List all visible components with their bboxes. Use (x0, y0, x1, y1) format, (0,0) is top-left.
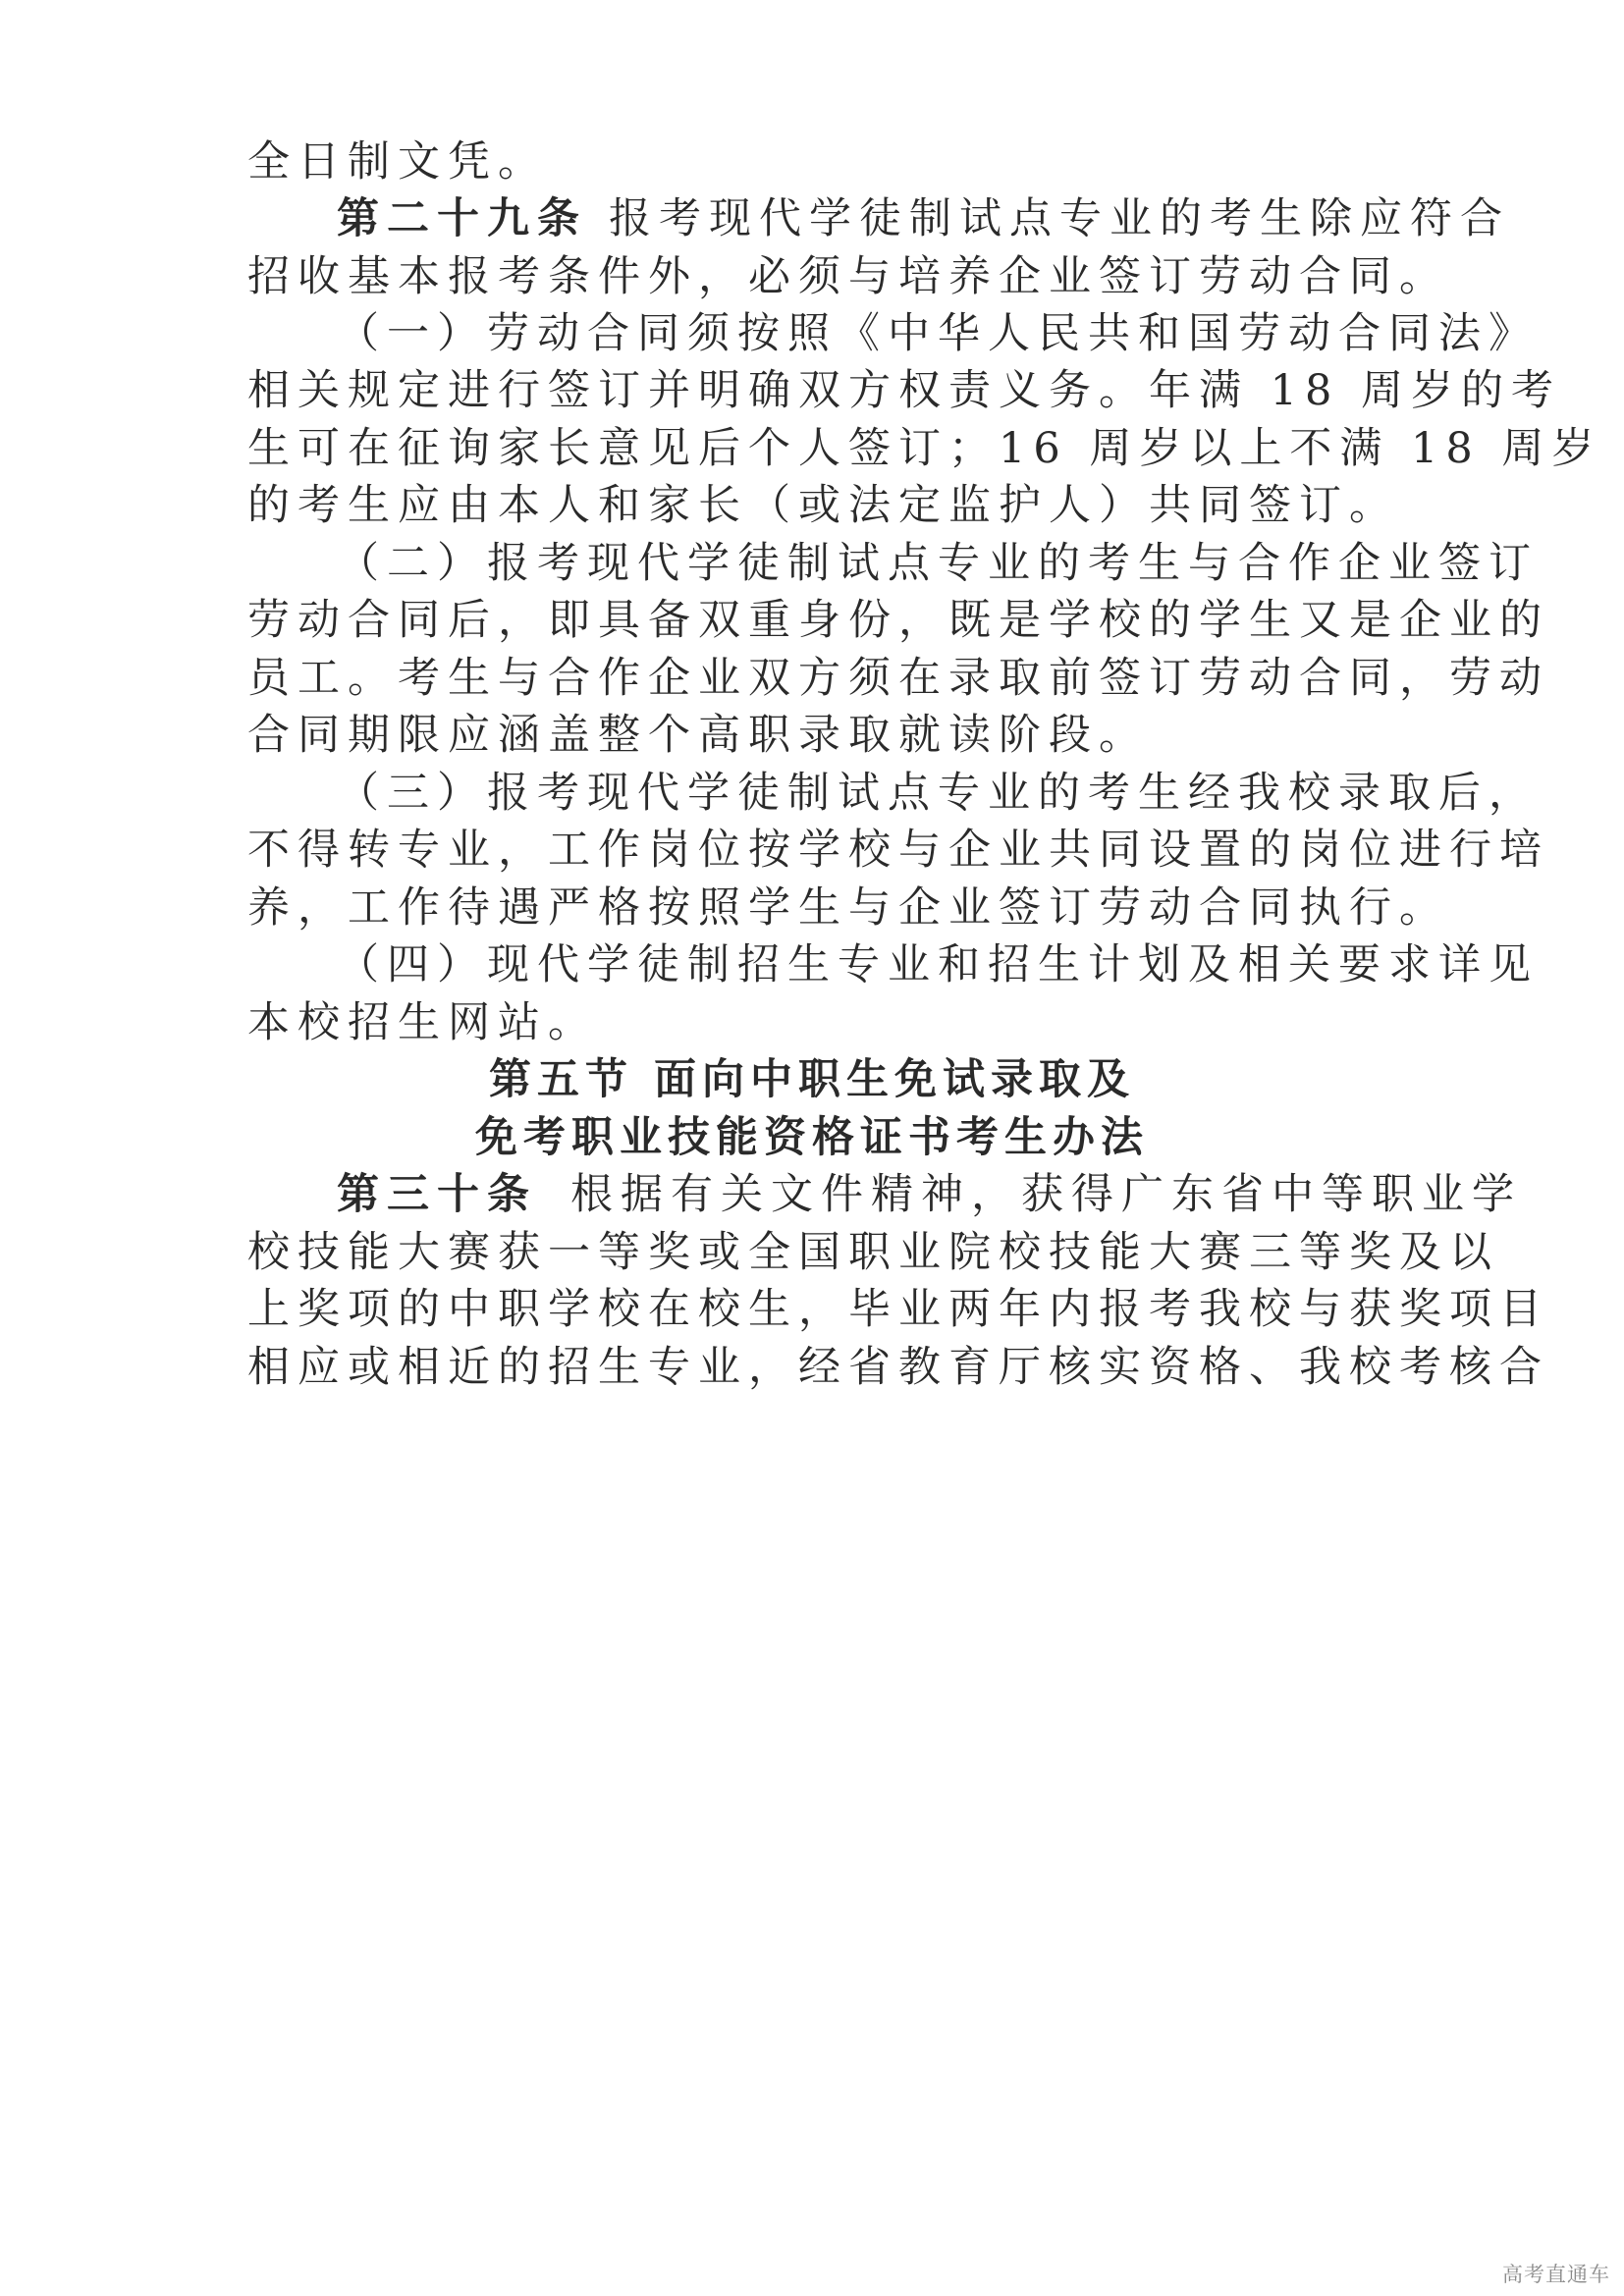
paragraph-line: 劳动合同后，即具备双重身份，既是学校的学生又是企业的 (247, 596, 1549, 645)
paragraph-line: 生可在征询家长意见后个人签订；16 周岁以上不满 18 周岁 (247, 424, 1602, 473)
paragraph-line: 员工。考生与合作企业双方须在录取前签订劳动合同，劳动 (247, 654, 1549, 703)
site-watermark: 高考直通车 (1502, 2263, 1610, 2286)
paragraph-line: 相应或相近的招生专业，经省教育厅核实资格、我校考核合 (247, 1343, 1549, 1392)
paragraph-line: 本校招生网站。 (247, 998, 598, 1047)
paragraph-line: 招收基本报考条件外，必须与培养企业签订劳动合同。 (247, 252, 1449, 301)
paragraph-line: 校技能大赛获一等奖或全国职业院校技能大赛三等奖及以 (247, 1228, 1499, 1277)
article-30-label: 第三十条 (337, 1170, 537, 1219)
paragraph-line: （二）报考现代学徒制试点专业的考生与合作企业签订 (337, 539, 1539, 588)
article-30-line (337, 1165, 1522, 1224)
paragraph-line: 上奖项的中职学校在校生，毕业两年内报考我校与获奖项目 (247, 1285, 1549, 1334)
article-29-text: 报考现代学徒制试点专业的考生除应符合 (609, 194, 1510, 243)
paragraph-line: 相关规定进行签订并明确双方权责义务。年满 18 周岁的考 (247, 366, 1562, 415)
paragraph-line: （一）劳动合同须按照《中华人民共和国劳动合同法》 (337, 309, 1539, 358)
article-30-text: 根据有关文件精神，获得广东省中等职业学 (570, 1170, 1522, 1219)
paragraph-line: 全日制文凭。 (247, 137, 548, 187)
paragraph-line: （三）报考现代学徒制试点专业的考生经我校录取后， (337, 769, 1539, 818)
section-heading-line-2: 免考职业技能资格证书考生办法 (475, 1113, 1149, 1162)
section-heading-line-1: 第五节 面向中职生免试录取及 (489, 1055, 1135, 1104)
paragraph-line: 的考生应由本人和家长（或法定监护人）共同签订。 (247, 481, 1399, 530)
paragraph-line: 养，工作待遇严格按照学生与企业签订劳动合同执行。 (247, 883, 1449, 933)
paragraph-line: 合同期限应涵盖整个高职录取就读阶段。 (247, 711, 1149, 760)
paragraph-line: （四）现代学徒制招生专业和招生计划及相关要求详见 (337, 940, 1539, 989)
article-29-line (337, 189, 1510, 248)
paragraph-line: 不得转专业，工作岗位按学校与企业共同设置的岗位进行培 (247, 826, 1549, 875)
article-29-label: 第二十九条 (337, 194, 587, 243)
